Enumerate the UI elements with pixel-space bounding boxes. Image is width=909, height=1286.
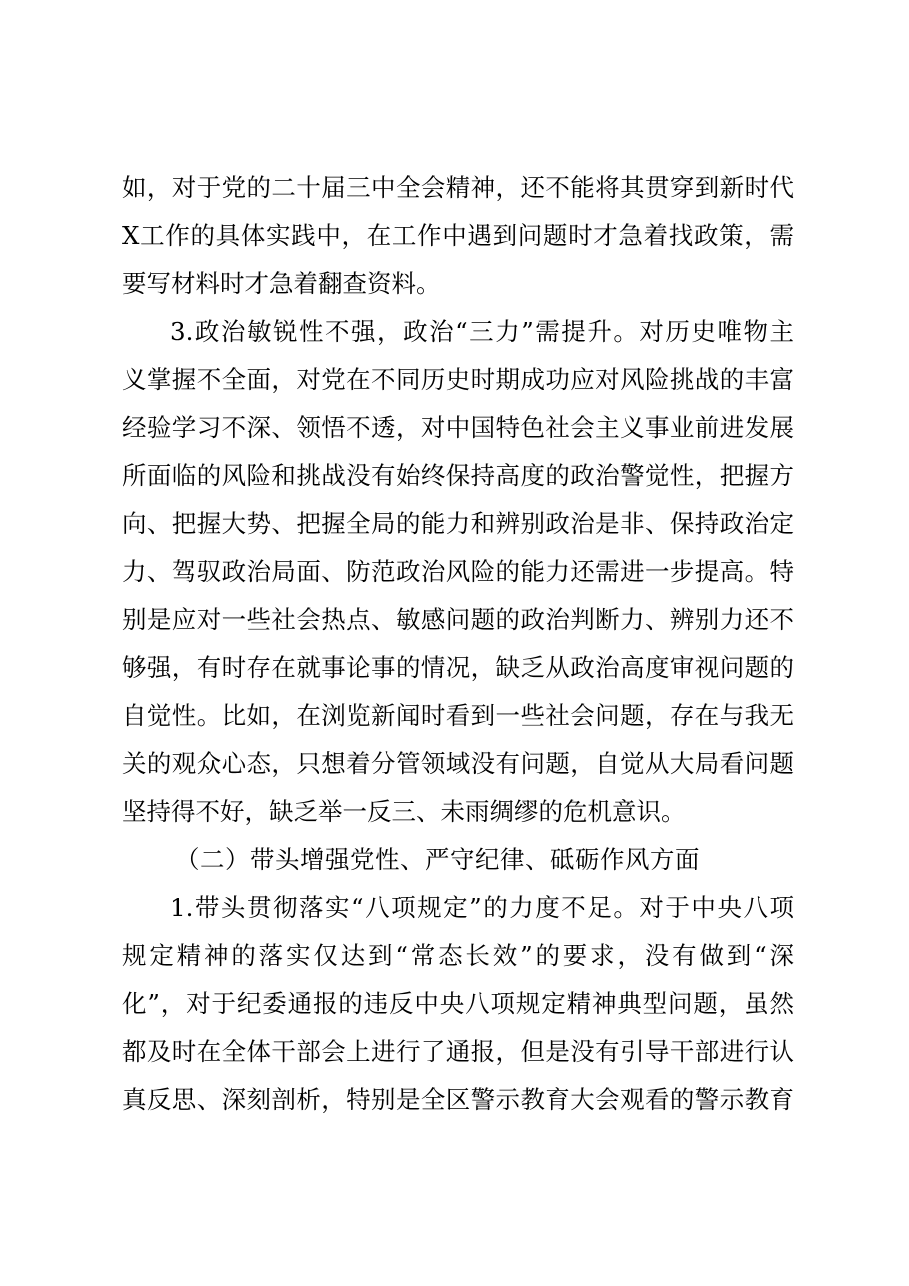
text-line: 力、驾驭政治局面、防范政治风险的能力还需进一步提高。特 (122, 557, 794, 586)
text-line: 够强，有时存在就事论事的情况，缺乏从政治高度审视问题的 (122, 653, 794, 682)
text-line: 向、把握大势、把握全局的能力和辨别政治是非、保持政治定 (122, 509, 794, 538)
text-line: 化”，对于纪委通报的违反中央八项规定精神典型问题，虽然 (122, 989, 794, 1018)
section-item-3: 3.政治敏锐性不强，政治“三力”需提升。对历史唯物主 (170, 317, 794, 346)
text-line: 经验学习不深、领悟不透，对中国特色社会主义事业前进发展 (122, 413, 794, 442)
text-line: 关的观众心态，只想着分管领域没有问题，自觉从大局看问题 (122, 749, 794, 778)
text-line: 别是应对一些社会热点、敏感问题的政治判断力、辨别力还不 (122, 605, 794, 634)
section-heading: （二）带头增强党性、严守纪律、砥砺作风方面 (175, 845, 700, 874)
section-item-1: 1.带头贯彻落实“八项规定”的力度不足。对于中央八项 (170, 893, 794, 922)
text-line: 所面临的风险和挑战没有始终保持高度的政治警觉性，把握方 (122, 461, 794, 490)
text-line: 规定精神的落实仅达到“常态长效”的要求，没有做到“深 (122, 941, 794, 970)
text-line: X工作的具体实践中，在工作中遇到问题时才急着找政策，需 (122, 221, 794, 250)
text-line: 要写材料时才急着翻查资料。 (122, 269, 441, 298)
text-line: 真反思、深刻剖析，特别是全区警示教育大会观看的警示教育 (122, 1085, 794, 1114)
text-line: 义掌握不全面，对党在不同历史时期成功应对风险挑战的丰富 (122, 365, 794, 394)
text-line: 都及时在全体干部会上进行了通报，但是没有引导干部进行认 (122, 1037, 794, 1066)
text-line: 自觉性。比如，在浏览新闻时看到一些社会问题，存在与我无 (122, 701, 794, 730)
text-line: 坚持得不好，缺乏举一反三、未雨绸缪的危机意识。 (122, 797, 686, 826)
text-line: 如，对于党的二十届三中全会精神，还不能将其贯穿到新时代 (122, 173, 794, 202)
